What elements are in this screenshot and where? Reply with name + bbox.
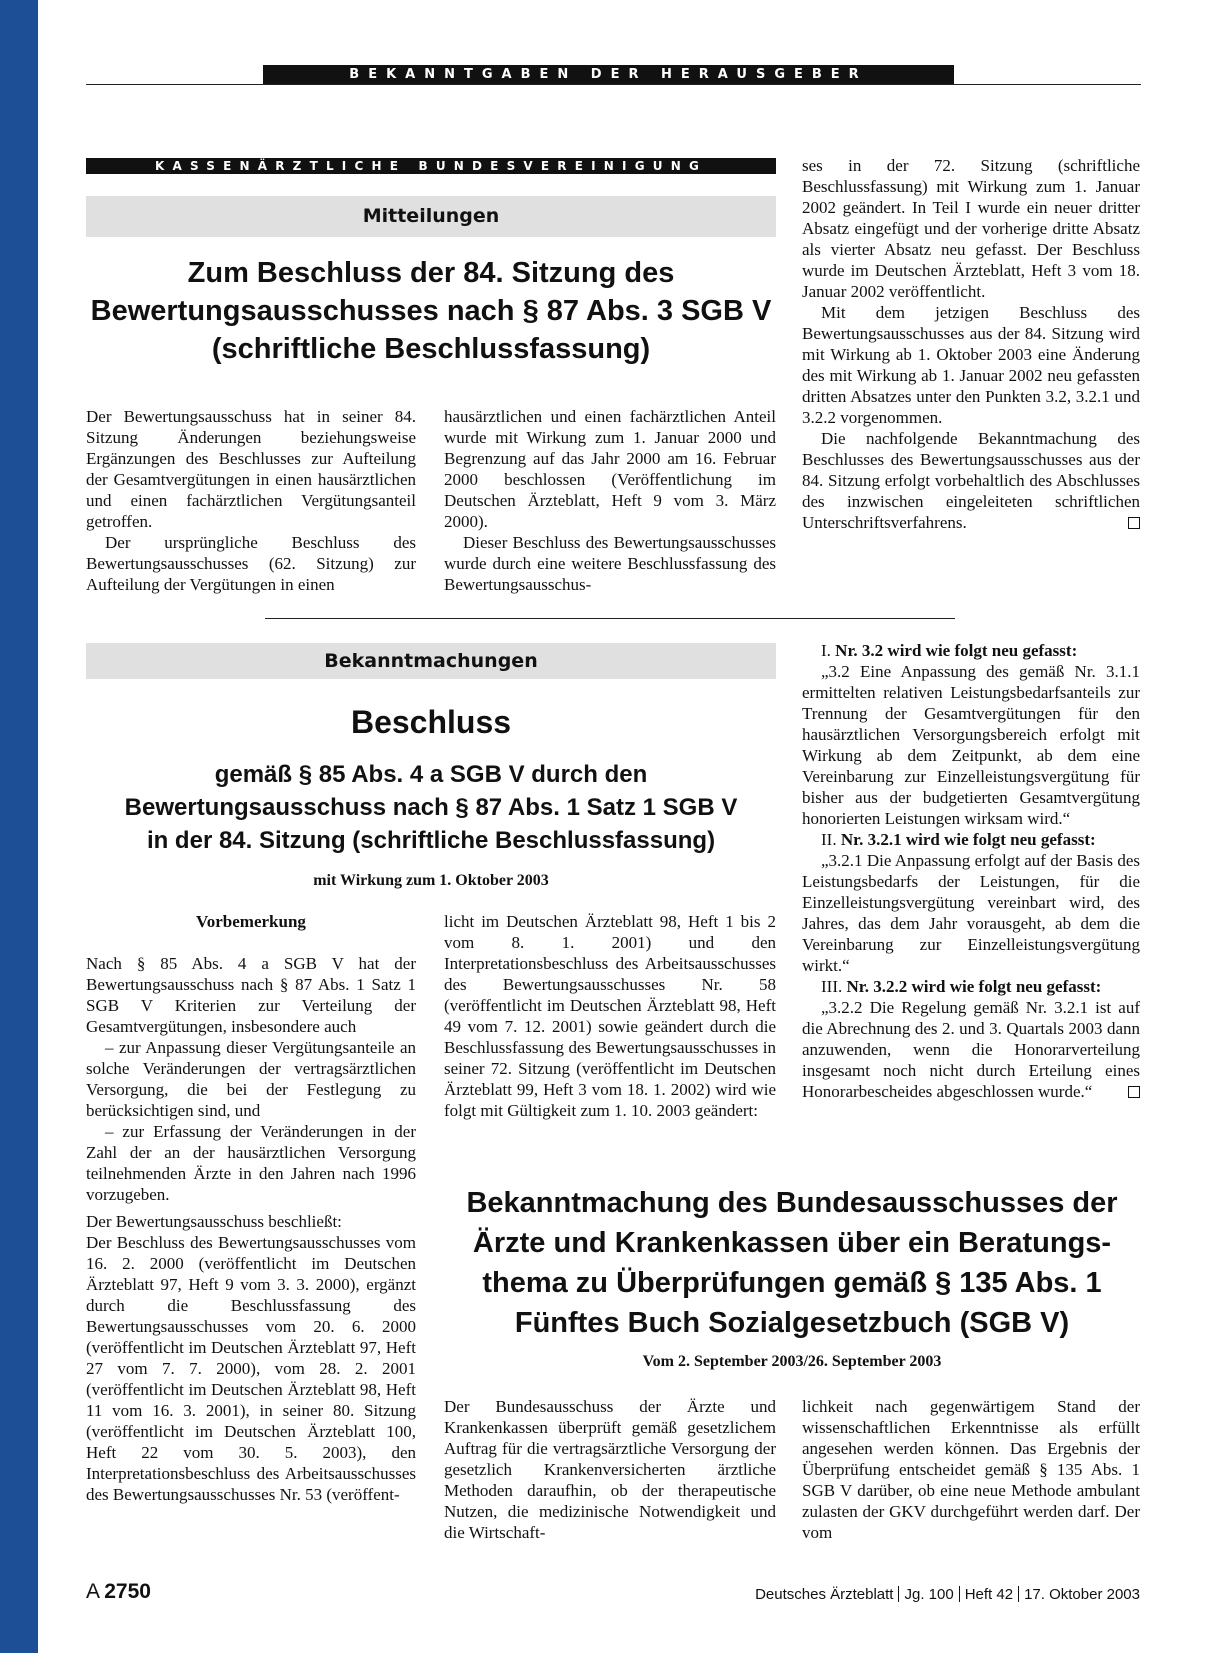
paragraph: – zur Erfassung der Veränderungen in der Zahl der an der hausärztlichen Versorgung teilnehmenden Ärzte in den Jahren nach 1996 vorzugeben. xyxy=(86,1122,416,1204)
article2-column-2 xyxy=(444,911,776,1121)
journal-issue: Heft 42 xyxy=(964,1586,1014,1603)
journal-name: Deutsches Ärzteblatt xyxy=(755,1586,894,1603)
article3-column-1 xyxy=(444,1396,776,1543)
paragraph: lichkeit nach gegenwärtigem Stand der wissenschaftlichen Erkenntnisse als erfüllt angesehen werden können. Das Ergebnis der Überprüfung entscheidet gemäß § 135 Abs. 1 SGB V darüber, ob eine neue Methode ambulant zulasten der GKV durchgeführt werden darf. Der vom xyxy=(802,1397,1140,1542)
amendment-heading xyxy=(802,976,1140,997)
paragraph: licht im Deutschen Ärzteblatt 98, Heft 1 bis 2 vom 8. 1. 2001) und den Interpretationsbeschluss des Arbeitsausschusses des Bewertungsausschusses Nr. 58 (veröffentlicht im Deutschen Ärzteblatt 98, Heft 49 vom 7. 12. 2001) sowie geändert durch die Beschlussfassung des Bewertungsausschusses in seiner 72. Sitzung (veröffentlicht im Deutschen Ärzteblatt 99, Heft 3 vom 18. 1. 2002) wird wie folgt mit Gültigkeit zum 1. 10. 2003 geändert: xyxy=(444,912,776,1120)
amendment-title: Nr. 3.2 wird wie folgt neu gefasst: xyxy=(835,641,1078,660)
page-prefix: A xyxy=(86,1580,101,1603)
end-of-article-icon xyxy=(1128,517,1140,529)
article1-column-3 xyxy=(802,155,1140,533)
section-label: BEKANNTGABEN DER HERAUSGEBER xyxy=(263,65,954,84)
journal-date: 17. Oktober 2003 xyxy=(1024,1586,1140,1603)
page-number xyxy=(86,1580,151,1604)
section-divider xyxy=(265,618,955,619)
amendment-title: Nr. 3.2.1 wird wie folgt neu gefasst: xyxy=(840,830,1096,849)
title-line: Fünftes Buch Sozialgesetzbuch (SGB V) xyxy=(514,1307,1070,1339)
separator xyxy=(898,1586,899,1602)
article3-column-2 xyxy=(802,1396,1140,1543)
article2-column-1 xyxy=(86,911,416,1505)
left-color-band xyxy=(0,0,38,1653)
article1-column-1 xyxy=(86,406,416,595)
article1-column-2 xyxy=(444,406,776,595)
subtitle-line: Bewertungsausschuss nach § 87 Abs. 1 Satz 1 SGB V xyxy=(124,794,738,821)
subtitle-line: gemäß § 85 Abs. 4 a SGB V durch den xyxy=(214,761,648,788)
paragraph: – zur Anpassung dieser Vergütungsanteile an solche Veränderungen der vertragsärztlichen Versorgung, die bei der Festlegung zu berücksichtigen sind, und xyxy=(86,1038,416,1120)
article2-subtitle xyxy=(86,758,776,857)
category-bekanntmachungen: Bekanntmachungen xyxy=(86,643,776,679)
header-rule xyxy=(86,84,1141,85)
title-line: thema zu Überprüfungen gemäß § 135 Abs. 1 xyxy=(482,1267,1102,1299)
amendment-number: III. xyxy=(821,977,847,996)
amendment-heading xyxy=(802,640,1140,661)
title-line: Zum Beschluss der 84. Sitzung des xyxy=(187,257,675,289)
paragraph xyxy=(802,428,1140,533)
paragraph: Der Bewertungsausschuss beschließt: xyxy=(86,1212,342,1231)
paragraph: Der Beschluss des Bewertungsausschusses vom 16. 2. 2000 (veröffentlicht im Deutschen Ärzteblatt 97, Heft 9 vom 3. 3. 2000), ergänzt durch die Beschlussfassung des Bewertungsausschusses vom 20. 6. 2000 (veröffentlicht im Deutschen Ärzteblatt 97, Heft 27 vom 7. 7. 2000), vom 28. 2. 2001 (veröffentlicht im Deutschen Ärzteblatt 98, Heft 11 vom 16. 3. 2001), in seiner 80. Sitzung (veröffentlicht im Deutschen Ärzteblatt 100, Heft 22 vom 30. 5. 2003), den Interpretationsbeschluss des Arbeitsausschusses des Bewertungsausschusses Nr. 53 (veröffent- xyxy=(86,1233,416,1504)
paragraph: ses in der 72. Sitzung (schriftliche Beschlussfassung) mit Wirkung zum 1. Januar 2002 geändert. In Teil I wurde ein neuer dritter Absatz eingefügt und der vorherige dritte Absatz als vierter Absatz neu gefasst. Der Beschluss wurde im Deutschen Ärzteblatt, Heft 3 vom 18. Januar 2002 veröffentlicht. xyxy=(802,156,1140,301)
vorbemerkung-heading: Vorbemerkung xyxy=(196,912,306,931)
effective-date: mit Wirkung zum 1. Oktober 2003 xyxy=(313,872,549,889)
organisation-label: KASSENÄRZTLICHE BUNDESVEREINIGUNG xyxy=(86,158,776,174)
amendment-title: Nr. 3.2.2 wird wie folgt neu gefasst: xyxy=(846,977,1102,996)
separator xyxy=(1018,1586,1019,1602)
journal-info xyxy=(700,1586,1140,1603)
page-number-value: 2750 xyxy=(104,1580,151,1603)
amendment-heading xyxy=(802,829,1140,850)
article2-column-3 xyxy=(802,640,1140,1102)
paragraph: hausärztlichen und einen fachärztlichen Anteil wurde mit Wirkung zum 1. Januar 2000 und Begrenzung auf das Jahr 2000 am 16. Februar 2000 beschlossen (Veröffentlichung im Deutschen Ärzteblatt, Heft 9 vom 3. März 2000). xyxy=(444,407,776,531)
amendment-body: „3.2.2 Die Regelung gemäß Nr. 3.2.1 ist auf die Abrechnung des 2. und 3. Quartals 2003 dann anzuwenden, wenn die Honorarverteilung insgesamt noch nicht durch Erteilung eines Honorarbescheides abgeschlossen wurde.“ xyxy=(802,998,1140,1101)
paragraph-text: Die nachfolgende Bekanntmachung des Beschlusses des Bewertungsausschusses aus der 84. Sitzung erfolgt vorbehaltlich des Abschlusses des inzwischen eingeleiteten schriftlichen Unterschriftsverfahrens. xyxy=(802,429,1140,532)
title-line: (schriftliche Beschlussfassung) xyxy=(211,333,651,365)
end-of-article-icon xyxy=(1128,1086,1140,1098)
article3-title xyxy=(444,1183,1140,1343)
amendment-text: „3.2 Eine Anpassung des gemäß Nr. 3.1.1 ermittelten relativen Leistungsbedarfsanteils zur Trennung der Gesamtvergütungen für den hausärztlichen Versorgungsbereich erfolgt mit Wirkung ab dem Zeitpunkt, ab dem eine Vereinbarung zur Einzelleistungsvergütung für bisher aus der budgetierten Gesamtvergütung honorierten Leistungen wirksam wird.“ xyxy=(802,662,1140,828)
paragraph: Dieser Beschluss des Bewertungsausschusses wurde durch eine weitere Beschlussfassung des Bewertungsausschus- xyxy=(444,533,776,594)
paragraph: Der ursprüngliche Beschluss des Bewertungsausschusses (62. Sitzung) zur Aufteilung der Vergütungen in einen xyxy=(86,533,416,594)
paragraph: Nach § 85 Abs. 4 a SGB V hat der Bewertungsausschuss nach § 87 Abs. 1 Satz 1 SGB V Kriterien zur Verteilung der Gesamtvergütungen, insbesondere auch xyxy=(86,954,416,1036)
amendment-text: „3.2.1 Die Anpassung erfolgt auf der Basis des Leistungsbedarfs der Leistungen, für die Einzelleistungsvergütung vereinbart wird, des Jahres, das dem Jahr vorausgeht, ab dem die Vereinbarung zur Einzelleistungsvergütung wirkt.“ xyxy=(802,851,1140,975)
paragraph: Der Bewertungsausschuss hat in seiner 84. Sitzung Änderungen beziehungsweise Ergänzungen des Beschlusses zur Aufteilung der Gesamtvergütungen in einen hausärztlichen und einen fachärztlichen Vergütungsanteil getroffen. xyxy=(86,407,416,531)
article1-title xyxy=(86,254,776,368)
category-mitteilungen: Mitteilungen xyxy=(86,196,776,237)
paragraph: Mit dem jetzigen Beschluss des Bewertungsausschusses aus der 84. Sitzung wird mit Wirkung ab 1. Oktober 2003 eine Änderung des mit Wirkung ab 1. Januar 2002 neu gefassten dritten Absatzes unter den Punkten 3.2, 3.2.1 und 3.2.2 vorgenommen. xyxy=(802,303,1140,427)
article2-title: Beschluss xyxy=(350,704,512,740)
amendment-number: II. xyxy=(821,830,841,849)
amendment-text xyxy=(802,997,1140,1102)
article3-date: Vom 2. September 2003/26. September 2003 xyxy=(642,1353,942,1370)
title-line: Ärzte und Krankenkassen über ein Beratungs- xyxy=(472,1227,1112,1259)
journal-volume: Jg. 100 xyxy=(904,1586,954,1603)
subtitle-line: in der 84. Sitzung (schriftliche Beschlussfassung) xyxy=(146,827,716,854)
separator xyxy=(959,1586,960,1602)
paragraph: Der Bundesausschuss der Ärzte und Krankenkassen überprüft gemäß gesetzlichem Auftrag für die vertragsärztliche Versorgung der gesetzlich Krankenversicherten ärztliche Methoden daraufhin, ob der therapeutische Nutzen, die medizinische Notwendigkeit und die Wirtschaft- xyxy=(444,1397,776,1542)
title-line: Bekanntmachung des Bundesausschusses der xyxy=(466,1187,1118,1219)
amendment-number: I. xyxy=(821,641,836,660)
title-line: Bewertungsausschusses nach § 87 Abs. 3 SGB V xyxy=(90,295,772,327)
